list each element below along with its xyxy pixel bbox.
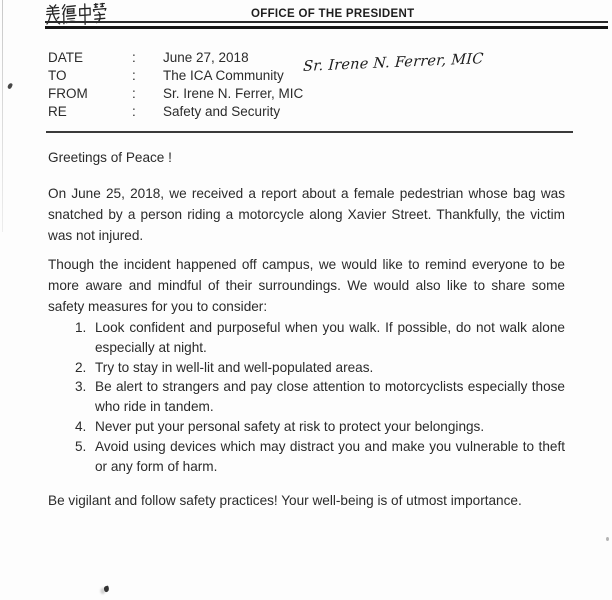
field-colon: :: [132, 68, 136, 83]
salutation: Greetings of Peace !: [48, 150, 172, 165]
field-value: The ICA Community: [163, 68, 284, 83]
list-item-number: 5.: [75, 438, 87, 454]
scan-edge-line: [2, 0, 3, 232]
field-value: Sr. Irene N. Ferrer, MIC: [163, 86, 304, 101]
office-title: OFFICE OF THE PRESIDENT: [251, 8, 415, 20]
list-item: [48, 437, 565, 477]
list-item: [48, 377, 565, 417]
scan-speck: [7, 82, 13, 89]
field-label: RE: [48, 104, 67, 119]
field-colon: :: [132, 86, 136, 101]
header-rule: [45, 21, 608, 29]
header-separator-line: [46, 131, 573, 133]
field-colon: :: [132, 50, 136, 65]
field-label: TO: [48, 68, 67, 83]
list-item-text: Avoid using devices which may distract you and make you vulnerable to theft or any form of harm.: [95, 438, 565, 474]
list-item-number: 2.: [75, 359, 87, 375]
field-value: Safety and Security: [163, 104, 281, 119]
field-label: DATE: [48, 50, 84, 65]
paragraph-reminder: Though the incident happened off campus, we would like to remind everyone to be more aware and mindful of their surroundings. We would also like to share some safety measures for you to consider:: [48, 257, 565, 314]
memo-body: [48, 147, 565, 525]
field-colon: :: [132, 104, 136, 119]
list-item-text: Try to stay in well-lit and well-populated areas.: [95, 359, 374, 375]
scan-speck: [103, 585, 109, 592]
list-item-text: Look confident and purposeful when you walk. If possible, do not walk alone especially at night.: [95, 320, 565, 355]
list-item-text: Be alert to strangers and pay close attention to motorcyclists especially those who ride in tandem.: [95, 379, 565, 415]
handwritten-signature: Sr. Irene N. Ferrer, MIC: [302, 51, 484, 75]
list-item-number: 1.: [75, 320, 87, 335]
safety-measures-list: [48, 318, 565, 476]
memo-field-to: [48, 67, 303, 85]
paragraph-incident: On June 25, 2018, we received a report about a female pedestrian whose bag was snatched by a person riding a motorcycle along Xavier Street. Thankfully, the victim was not injured.: [48, 186, 565, 243]
list-item: [48, 417, 565, 437]
list-item-text: Never put your personal safety at risk to protect your belongings.: [95, 418, 485, 434]
scan-speck: [606, 537, 609, 541]
list-item-number: 3.: [75, 379, 87, 395]
list-item: [48, 358, 565, 378]
list-item: [48, 318, 565, 358]
memo-header-fields: [48, 49, 303, 121]
closing-statement: Be vigilant and follow safety practices! Your well-being is of utmost importance.: [48, 493, 522, 509]
list-item-number: 4.: [75, 418, 87, 434]
memo-field-from: [48, 85, 303, 103]
memo-field-date: [48, 49, 303, 67]
field-label: FROM: [48, 86, 88, 101]
field-value: June 27, 2018: [163, 50, 249, 65]
memo-field-re: [48, 103, 303, 121]
